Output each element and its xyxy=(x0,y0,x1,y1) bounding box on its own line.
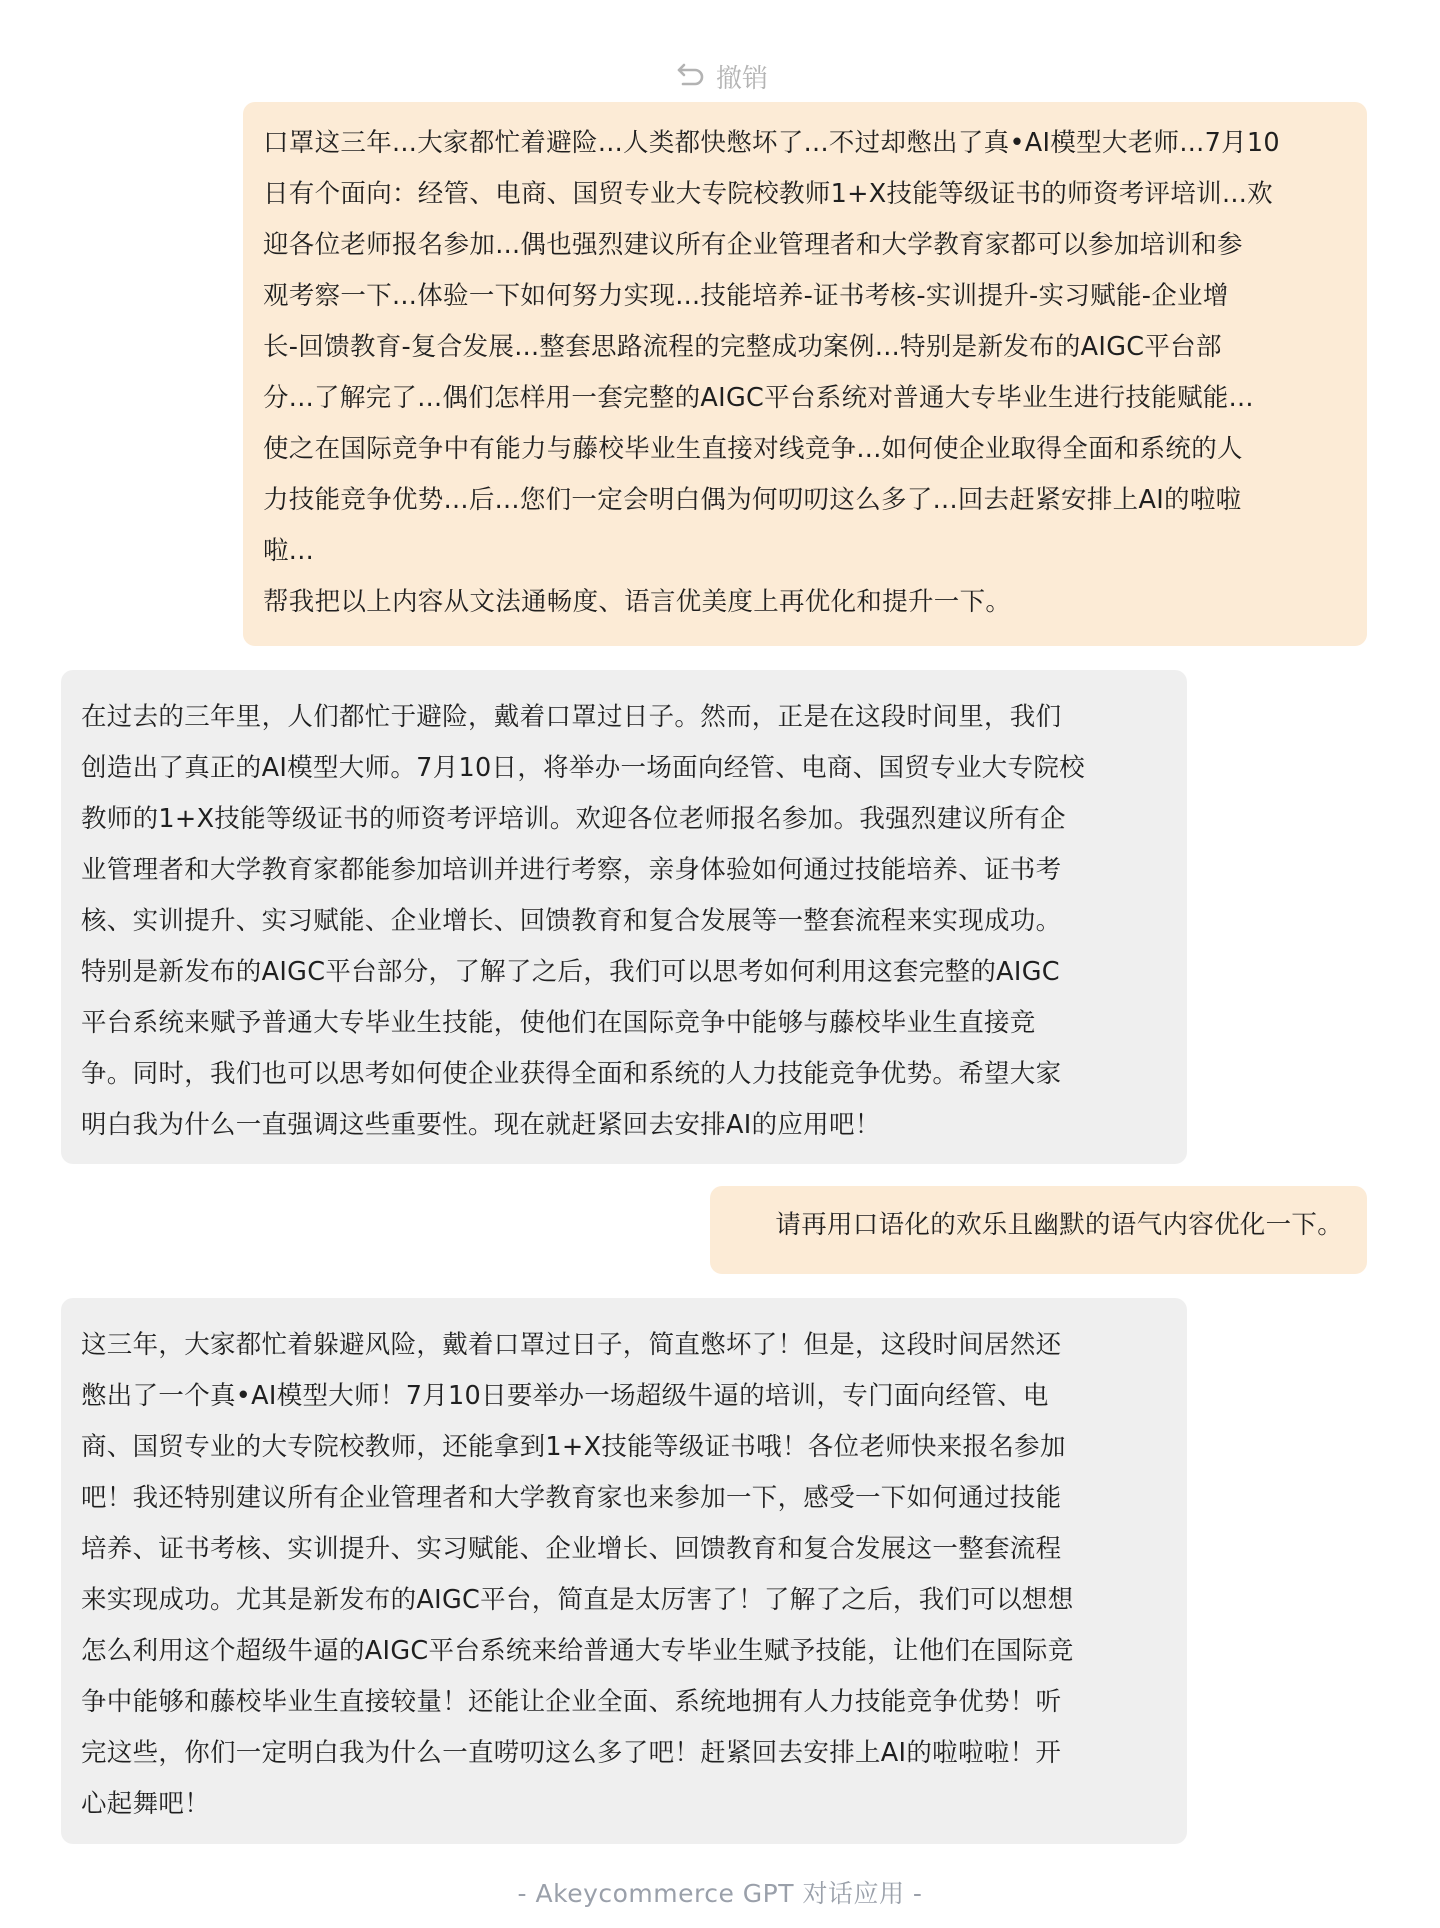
undo-button[interactable] xyxy=(674,54,768,98)
message-line: 完这些，你们一定明白我为什么一直唠叨这么多了吧！赶紧回去安排上AI的啦啦啦！开 xyxy=(81,1738,1062,1768)
message-line: 特别是新发布的AIGC平台部分，了解了之后，我们可以思考如何利用这套完整的AIGC xyxy=(81,957,1060,987)
message-line: 平台系统来赋予普通大专毕业生技能，使他们在国际竞争中能够与藤校毕业生直接竞 xyxy=(81,1008,1036,1038)
message-line: 在过去的三年里，人们都忙于避险，戴着口罩过日子。然而，正是在这段时间里，我们 xyxy=(81,702,1062,732)
message-line: 日有个面向：经管、电商、国贸专业大专院校教师1+X技能等级证书的师资考评培训...欢 xyxy=(263,179,1273,209)
message-line: 长-回馈教育-复合发展...整套思路流程的完整成功案例...特别是新发布的AIGC平台部 xyxy=(263,332,1222,362)
message-line: 争中能够和藤校毕业生直接较量！还能让企业全面、系统地拥有人力技能竞争优势！听 xyxy=(81,1687,1062,1717)
message-line: 心起舞吧！ xyxy=(81,1789,211,1819)
user-message-2 xyxy=(710,1186,1367,1274)
message-line: 分...了解完了...偶们怎样用一套完整的AIGC平台系统对普通大专毕业生进行技能赋能... xyxy=(263,383,1254,413)
message-line: 教师的1+X技能等级证书的师资考评培训。欢迎各位老师报名参加。我强烈建议所有企 xyxy=(81,804,1066,834)
message-line: 核、实训提升、实习赋能、企业增长、回馈教育和复合发展等一整套流程来实现成功。 xyxy=(81,906,1062,936)
message-line: 迎各位老师报名参加...偶也强烈建议所有企业管理者和大学教育家都可以参加培训和参 xyxy=(263,230,1243,260)
message-line: 商、国贸专业的大专院校教师，还能拿到1+X技能等级证书哦！各位老师快来报名参加 xyxy=(81,1432,1066,1462)
message-line: 争。同时，我们也可以思考如何使企业获得全面和系统的人力技能竞争优势。希望大家 xyxy=(81,1059,1062,1089)
message-line: 怎么利用这个超级牛逼的AIGC平台系统来给普通大专毕业生赋予技能，让他们在国际竞 xyxy=(81,1636,1074,1666)
message-line: 培养、证书考核、实训提升、实习赋能、企业增长、回馈教育和复合发展这一整套流程 xyxy=(81,1534,1062,1564)
undo-icon xyxy=(674,59,708,93)
message-line: 使之在国际竞争中有能力与藤校毕业生直接对线竞争...如何使企业取得全面和系统的人 xyxy=(263,434,1243,464)
message-line: 吧！我还特别建议所有企业管理者和大学教育家也来参加一下，感受一下如何通过技能 xyxy=(81,1483,1062,1513)
message-line: 力技能竞争优势...后...您们一定会明白偶为何叨叨这么多了...回去赶紧安排上AI的啦啦 xyxy=(263,485,1242,515)
assistant-message-1 xyxy=(61,670,1187,1164)
message-line: 业管理者和大学教育家都能参加培训并进行考察，亲身体验如何通过技能培养、证书考 xyxy=(81,855,1062,885)
message-line: 观考察一下...体验一下如何努力实现...技能培养-证书考核-实训提升-实习赋能-企业增 xyxy=(263,281,1229,311)
user-message-1 xyxy=(243,102,1367,646)
message-line: 啦... xyxy=(263,536,315,566)
message-content xyxy=(263,110,1347,628)
message-line: 来实现成功。尤其是新发布的AIGC平台，简直是太厉害了！了解了之后，我们可以想想 xyxy=(81,1585,1074,1615)
undo-label: 撤销 xyxy=(716,63,769,94)
message-line: 口罩这三年...大家都忙着避险...人类都快憋坏了...不过却憋出了真•AI模型大老师...7月10 xyxy=(263,128,1280,158)
footer-caption: - Akeycommerce GPT 对话应用 - xyxy=(517,1879,923,1908)
message-line: 创造出了真正的AI模型大师。7月10日，将举办一场面向经管、电商、国贸专业大专院校 xyxy=(81,753,1085,783)
message-line: 请再用口语化的欢乐且幽默的语气内容优化一下。 xyxy=(775,1210,1343,1240)
message-line: 明白我为什么一直强调这些重要性。现在就赶紧回去安排AI的应用吧！ xyxy=(81,1110,881,1140)
message-line: 憋出了一个真•AI模型大师！7月10日要举办一场超级牛逼的培训，专门面向经管、电 xyxy=(81,1381,1049,1411)
assistant-message-2 xyxy=(61,1298,1187,1844)
message-line: 这三年，大家都忙着躲避风险，戴着口罩过日子，简直憋坏了！但是，这段时间居然还 xyxy=(81,1330,1062,1360)
message-line: 帮我把以上内容从文法通畅度、语言优美度上再优化和提升一下。 xyxy=(263,587,1012,617)
